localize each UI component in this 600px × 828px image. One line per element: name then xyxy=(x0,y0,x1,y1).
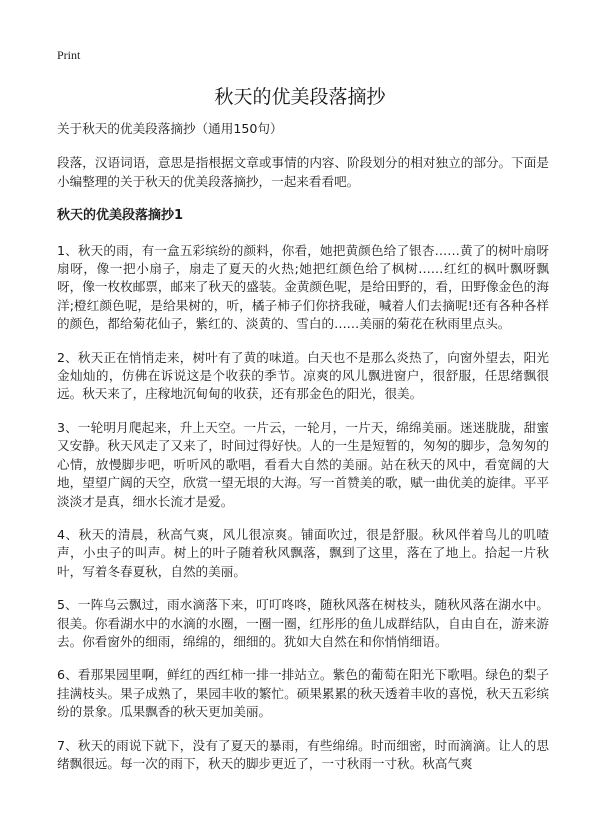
paragraph-4: 4、秋天的清晨，秋高气爽，风儿很凉爽。铺面吹过，很是舒服。秋风伴着鸟儿的叽喳声，小虫子的叫声。树上的叶子随着秋风飘落，飘到了这里，落在了地上。拾起一片秋叶，写着冬春夏秋，自然的美丽。 xyxy=(57,526,549,579)
paragraph-6: 6、看那果园里啊，鲜红的西红柿一排一排站立。紫色的葡萄在阳光下歌唱。绿色的梨子挂满枝头。果子成熟了，果园丰收的繁忙。硕果累累的秋天透着丰收的喜悦，秋天五彩缤纷的景象。瓜果飘香的秋天更加美丽。 xyxy=(57,667,549,720)
paragraph-5: 5、一阵乌云飘过，雨水滴落下来，叮叮咚咚，随秋风落在树枝头，随秋风落在湖水中。很美。你看湖水中的水滴的水圈，一圈一圈，红彤彤的鱼儿成群结队，自由自在，游来游去。你看窗外的细雨，绵绵的，细细的。犹如大自然在和你悄悄细语。 xyxy=(57,597,549,649)
article-subtitle: 关于秋天的优美段落摘抄（通用150句） xyxy=(57,121,283,136)
page-title: 秋天的优美段落摘抄 xyxy=(214,86,386,108)
paragraph-7: 7、秋天的雨说下就下，没有了夏天的暴雨，有些绵绵。时而细密，时而滴滴。让人的思绪飘很远。每一次的雨下，秋天的脚步更近了，一寸秋雨一寸秋。秋高气爽 xyxy=(57,737,549,771)
section-heading: 秋天的优美段落摘抄1 xyxy=(57,208,184,224)
print-link[interactable]: Print xyxy=(57,48,81,62)
intro-paragraph: 段落，汉语词语，意思是指根据文章或事情的内容、阶段划分的相对独立的部分。下面是小编整理的关于秋天的优美段落摘抄，一起来看看吧。 xyxy=(57,155,549,189)
paragraph-1: 1、秋天的雨，有一盒五彩缤纷的颜料，你看，她把黄颜色给了银杏……黄了的树叶扇呀扇呀，像一把小扇子，扇走了夏天的火热;她把红颜色给了枫树……红红的枫叶飘呀飘呀，像一枚枚邮票，邮来了秋天的盛装。金黄颜色呢，是给田野的，看，田野像金色的海洋;橙红颜色呢，是给果树的，听，橘子柿子们你挤我碰，喊着人们去摘呢!还有各种各样的颜色，都给菊花仙子，紫红的、淡黄的、雪白的……美丽的菊花在秋雨里点头。 xyxy=(57,242,549,332)
paragraph-3: 3、一轮明月爬起来，升上天空。一片云，一轮月，一片天，绵绵美丽。迷迷胧胧，甜蜜又安静。秋天风走了又来了，时间过得好快。人的一生是短暂的，匆匆的脚步，急匆匆的心情，放慢脚步吧，听听风的歌唱，看看大自然的美丽。站在秋天的风中，看宽阔的大地，望望广阔的天空，欣赏一望无垠的大海。写一首赞美的歌，赋一曲优美的旋律。平平淡淡才是真，细水长流才是爱。 xyxy=(57,419,549,509)
paragraph-2: 2、秋天正在悄悄走来，树叶有了黄的味道。白天也不是那么炎热了，向窗外望去，阳光金灿灿的，仿佛在诉说这是个收获的季节。凉爽的风儿飘进窗户，很舒服，任思绪飘很远。秋天来了，庄稼地沉甸甸的收获，还有那金色的阳光，很美。 xyxy=(57,349,549,402)
article-body xyxy=(57,120,549,788)
